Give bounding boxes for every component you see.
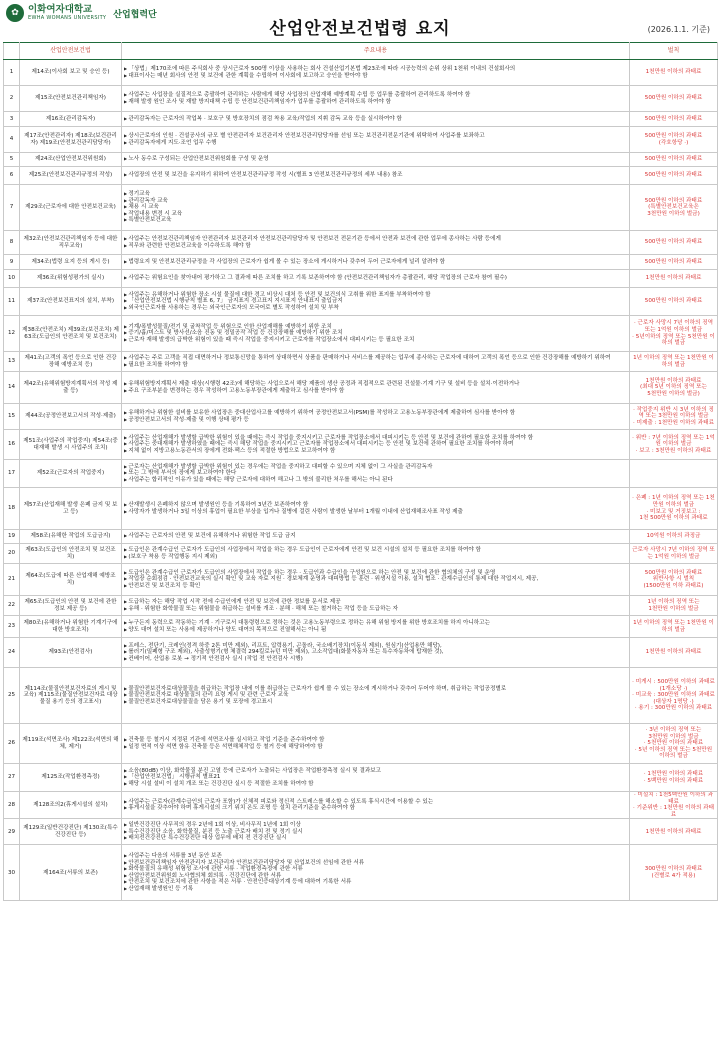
table-row [4, 564, 718, 596]
penalty-line: · 위반 : 7년 이하의 징역 또는 1억원 이하의 벌금 [632, 434, 715, 448]
penalty [630, 845, 718, 901]
content-line: ▶ 사업주는 근로자의 안전 및 보건에 유해하거나 위험한 작업 도급 금지 [124, 533, 627, 540]
content-line: ▶ 도급인은 관계수급인 근로자가 도급인의 사업장에서 작업을 하는 경우 · 도급인과 수급인을 구성원으로 하는 안전 및 보건에 관한 협의체의 구성 및 운영 [124, 570, 627, 577]
law-article: 제128조의2(휴게시설의 설치) [20, 792, 122, 819]
content-line: ▶ 사업주는 위험요인을 찾아내어 평가하고 그 결과에 따른 조치를 하고 기록 보존하여야 함 (안전보건관리책임자가 총괄관리, 해당 작업장의 근로자 참여 필수) [124, 275, 627, 282]
law-article: 제58조(유해한 작업의 도급금지) [20, 530, 122, 544]
penalty [630, 167, 718, 185]
row-number: 13 [4, 352, 20, 372]
row-number: 25 [4, 668, 20, 724]
content-line: ▶ 또는 그 밖에 부서의 장에게 보고하여야 한다 [124, 470, 627, 477]
penalty-line: · 기준위반 : 1천만원 이하의 과태료 [633, 805, 714, 818]
law-article: 제41조(고객의 폭언 등으로 인한 건강장해 예방조치 등) [20, 352, 122, 372]
content-line: ▶ 일정 면적 이상 석면 함유 건축물 등은 석면해체작업 등 철거 등에 해당하여야 함 [124, 744, 627, 751]
penalty-line: · 보고 : 3천만원 이하의 과태료 [635, 447, 712, 454]
content-line: ▶ 누구든지 동력으로 작동하는 기계 · 기구로서 대통령령으로 정하는 것은 고용노동부령으로 정하는 유해 위험 방지를 위한 방호조치를 하지 아니하고는 [124, 620, 627, 627]
content-line: ▶ 컨베이어, 산업용 로봇 → 정기적 안전검사 실시 (작업 전 안전검사 시행) [124, 656, 627, 663]
penalty-line: 1년 이하의 징역 또는 [647, 598, 700, 605]
penalty-line: · 미설치 : 1천5백만원 이하의 과태료 [633, 792, 714, 805]
main-content [122, 316, 630, 352]
penalty-line: 500만원 이하의 과태료 [644, 95, 703, 102]
penalty-line: (건별로 4가 적용) [651, 872, 696, 879]
main-content [122, 372, 630, 404]
team-name: 산업협력단 [113, 9, 157, 20]
law-article: 제63조(도급인의 안전조치 및 보건조치) [20, 544, 122, 564]
law-article: 제57조(산업재해 발생 은폐 금지 및 보고 등) [20, 488, 122, 530]
row-number: 9 [4, 255, 20, 270]
law-article: 제16조(관리감독자) [20, 112, 122, 127]
content-line: ▶ 관리감독자는 근로자의 작업복 · 보호구 및 방호장치의 점검 착용 교육/작업의 지휘 감독 교육 등을 실시하여야 함 [124, 116, 627, 123]
row-number: 18 [4, 488, 20, 530]
row-number: 28 [4, 792, 20, 819]
main-content [122, 792, 630, 819]
penalty-line: 500만원 이하의 과태료 [644, 115, 703, 122]
row-number: 22 [4, 596, 20, 616]
content-line: ▶ 정기교육 [124, 191, 627, 198]
law-article: 제25조(안전보건관리규정의 작성) [20, 167, 122, 185]
penalty-line: 1천만원 이하의 과태료 [645, 828, 702, 835]
law-article: 제37조(안전보건표지의 설치, 부착) [20, 288, 122, 316]
row-number: 29 [4, 819, 20, 845]
row-number: 14 [4, 372, 20, 404]
main-content [122, 112, 630, 127]
row-number: 24 [4, 638, 20, 668]
penalty-line: 1천만원 이하의 과태료 [645, 377, 702, 384]
content-line: ▶ 안전조치 및 보건조치에 관한 사항을 적은 서류 · 안전인증대상기계 등에 대하여 기록한 서류 [124, 879, 627, 886]
content-line: ▶ 안전보건 및 보건조치 등 확인 [124, 583, 627, 590]
content-line: ▶ 관리감독자에게 지도·조언 업무 수행 [124, 140, 627, 147]
main-content [122, 724, 630, 764]
content-line: ▶ 소음(80dB) 이상, 화학물질 분진 고열 등에 근로자가 노출되는 사업장은 작업환경측정 실시 및 결과보고 [124, 768, 627, 775]
content-line: ▶ 휴게시설을 갖추어야 하며 휴게시설의 크기 위치 온도 조명 등 설치 관리기준을 준수하여야 함 [124, 805, 627, 812]
content-line: ▶ 건축물 등 철거시 지정된 기관에 석면조사를 실시하고 작업 기준을 준수하여야 함 [124, 737, 627, 744]
penalty [630, 430, 718, 460]
penalty-line: 1천만원 이하의 벌금 [648, 605, 699, 612]
law-article: 제32조(안전보건관리책임자 등에 대한 직무교육) [20, 231, 122, 255]
penalty-line: 500만원 이하의 과태료 [644, 156, 703, 163]
content-line: ▶ 외국인근로자를 사용하는 경우는 외국인근로자의 모국어로 별도 작성하여 설치 및 부착 [124, 305, 627, 312]
penalty-line: 1천만원 이하의 과태료 [645, 69, 702, 76]
law-article: 제38조(안전조치) 제39조(보건조치) 제63조(도급인의 안전조치 및 보건조치) [20, 316, 122, 352]
penalty [630, 724, 718, 764]
content-line: ▶ 사업주는 중대재해가 발생하였을 때에는 즉시 해당 작업을 중지시키고 근로자를 작업장소에서 대피시키는 등 안전 및 보건에 관하여 필요한 조치를 하여야 하며 [124, 441, 627, 448]
law-article: 제65조(도급인의 안전 및 보건에 관한 정보 제공 등) [20, 596, 122, 616]
main-content [122, 60, 630, 86]
table-row [4, 231, 718, 255]
penalty-line: 500만원 이하의 과태료 [644, 239, 703, 246]
content-line: ▶ 관리감독자 교육 [124, 198, 627, 205]
penalty-line: 1천만원 이하의 과태료 [645, 275, 702, 282]
penalty-line: 300만원 이하의 과태료 [644, 866, 703, 873]
main-content [122, 544, 630, 564]
table-row [4, 185, 718, 231]
content-line: ▶ 사업주는 합리적인 이유가 있을 때에는 해당 근로자에 대하여 해고나 그 밖의 불리한 처우를 해서는 아니 된다 [124, 477, 627, 484]
table-row [4, 596, 718, 616]
table-row [4, 352, 718, 372]
content-line: ▶ 작업장 순회점검 · 안전보건교육의 실시 확인 및 교육 자료 지원 · 경보체계 운영과 대피방법 등 훈련 · 위생시설 이용, 설치 협조 · 관계수급인의 통제 대한 작업지시, 제공, [124, 576, 627, 583]
law-article: 제119조(석면조사) 제122조(석면의 해체, 제거) [20, 724, 122, 764]
content-line: ▶ 안전보건관리책임자 안전관리자 보건관리자 안전보건관리담당자 및 산업보건의 선임에 관한 서류 [124, 860, 627, 867]
content-line: ▶ 필요한 조치를 하여야 함 [124, 362, 627, 369]
penalty-line: · 미교육 : 300만원 이하의 과태료 [632, 692, 715, 699]
content-line: ▶ 산업안전보건위원회 노사협의체 회의록 · 건강진단에 관한 서류 [124, 873, 627, 880]
row-number: 15 [4, 404, 20, 430]
law-article: 제164조(서류의 보존) [20, 845, 122, 901]
penalty-line: 1년 이하의 징역 또는 1천만원 이하의 벌금 [633, 354, 714, 368]
penalty-line: 1천 500만원 이하의 과태료 [639, 515, 708, 522]
penalty-line: 3천만원 이하의 벌금 [648, 733, 699, 740]
penalty-line: · 5백만원 이하의 과태료 [643, 777, 704, 784]
penalty-line: · 5천만원 이하의 과태료 [643, 740, 704, 747]
table-row [4, 127, 718, 153]
penalty-line: (1500만원 이하 과태료) [643, 582, 704, 589]
content-line: ▶ 유해 · 위험한 화학물질 또는 위험물을 취급하는 설비를 개조 · 분해 · 해체 또는 철거하는 작업 등을 도급하는 자 [124, 606, 627, 613]
penalty-line: 500만원 이하의 과태료 [644, 132, 703, 139]
penalty-line: · 미보고 및 거짓보고 : [646, 508, 701, 515]
main-content [122, 819, 630, 845]
table-row [4, 60, 718, 86]
content-line: ▶ 법령요지 및 안전보건관리규정을 각 사업장의 근로자가 쉽게 볼 수 있는 장소에 게시하거나 갖추어 두어 근로자에게 널리 알려야 함 [124, 259, 627, 266]
law-article: 제17조(안전관리자) 제18조(보건관리자) 제19조(안전보건관리담당자) [20, 127, 122, 153]
main-content [122, 127, 630, 153]
penalty-line: 위반사항 시 벌칙 [652, 576, 695, 583]
main-content [122, 564, 630, 596]
penalty-line: 1년 이하의 징역 또는 1천만원 이하의 벌금 [633, 619, 714, 633]
table-body [4, 60, 718, 901]
content-line: ▶ 유해하거나 위험한 설비를 보유한 사업장은 중대산업사고를 예방하기 위하여 공정안전보고서(PSM)를 작성하고 고용노동부장관에게 제출하여 심사를 받아야 함 [124, 410, 627, 417]
main-content [122, 530, 630, 544]
penalty-line: · 3년 이하의 징역 또는 [645, 727, 702, 734]
content-line: ▶ 산재발생시 은폐하지 않으며 발생원인 등을 기록하여 3년간 보존하여야 함 [124, 502, 627, 509]
penalty-line: 1천만원 이하의 과태료 [645, 649, 702, 656]
main-content [122, 404, 630, 430]
penalty [630, 185, 718, 231]
content-line: ▶ 노사 동수로 구성되는 산업안전보건위원회를 구성 및 운영 [124, 156, 627, 163]
penalty-line: 근로자 사망시 7년 이하의 징역 또는 1억원 이하의 벌금 [632, 546, 715, 560]
content-line: ▶ 사망자가 발생하거나 3일 이상의 휴업이 필요한 부상을 입거나 질병에 걸린 사람이 발생한 날부터 1개월 이내에 산업재해조사표 작성 제출 [124, 509, 627, 516]
main-content [122, 460, 630, 488]
content-line: ▶ 「산업안전보건법 시행규칙 별표 6, 7」 금지표지 경고표지 지시표지 안내표지 출입금지 [124, 298, 627, 305]
content-line: ▶ 근로자 재해 발생의 급박한 위험이 있을 때 즉시 작업을 중지시키고 근로자를 작업장소에서 대피시키는 등 필요한 조치 [124, 337, 627, 344]
penalty [630, 530, 718, 544]
table-row [4, 544, 718, 564]
row-number: 6 [4, 167, 20, 185]
penalty-line: 10억원 이하의 과징금 [646, 533, 701, 540]
penalty [630, 127, 718, 153]
row-number: 2 [4, 86, 20, 112]
content-line: ▶ 상시근로자의 인원 · 건설공사의 규모 별 안전관리자 보건관리자 안전보건관리담당자를 선임 또는 보건관리전문기관에 위탁하여 사업주를 보좌하고 [124, 133, 627, 140]
table-row [4, 112, 718, 127]
table-row [4, 86, 718, 112]
table-row [4, 819, 718, 845]
table-row [4, 638, 718, 668]
table-row [4, 845, 718, 901]
table-row [4, 530, 718, 544]
penalty-line: (최대 5년 이하의 징역 또는 [640, 384, 707, 391]
law-article: 제125조(작업환경측정) [20, 764, 122, 792]
content-line: ▶ 일반건강진단 사무직의 경우 2년에 1회 이상, 비사무직 1년에 1회 이상 [124, 822, 627, 829]
content-line: ▶ 산업재해 발생원인 등 기록 [124, 886, 627, 893]
law-article: 제15조(안전보건관리책임자) [20, 86, 122, 112]
content-line: ▶ 「상법」제170조에 따른 주식회사 중 상시근로자 500명 이상을 사용하는 회사 건설산업기본법 제23조에 따라 시공능력의 순위 상위 1천위 이내의 건설회사의 [124, 66, 627, 73]
table-row [4, 430, 718, 460]
org-name-en: EWHA WOMANS UNIVERSITY [28, 15, 107, 21]
content-line: ▶ 도급인은 관계수급인 근로자가 도급인의 사업장에서 작업을 하는 경우 도급인이 근로자에게 안전 및 보건 시설의 설치 등 필요한 조치를 하여야 함 [124, 547, 627, 554]
table-row [4, 372, 718, 404]
penalty-line: · 5년 이하의 징역 또는 5천만원 이하의 벌금 [634, 746, 713, 760]
penalty-line: · 미제출 : 1천만원 이하의 과태료 [633, 419, 714, 426]
penalty [630, 544, 718, 564]
content-line: ▶ 재해 발생 원인 조사 및 재발 방지대책 수립 등 안전보건관리책임자가 업무를 총괄하여 관리하도록 하여야 함 [124, 99, 627, 106]
content-line: ▶ (보호구 착용 등 작업행동 지시 제외) [124, 554, 627, 561]
penalty-line: 500만원 이하의 과태료 [644, 172, 703, 179]
main-content [122, 167, 630, 185]
penalty [630, 638, 718, 668]
penalty [630, 352, 718, 372]
content-line: ▶ 사업장의 안전 및 보건을 유지하기 위하여 안전보건관리규정 작성 시(별표 3 안전보건관리규정의 세부 내용) 참조 [124, 172, 627, 179]
penalty-line: (대상자 1명당 ·) [653, 698, 694, 705]
law-article: 제80조(유해하거나 위험한 기계기구에 대한 방호조치) [20, 616, 122, 638]
main-content [122, 596, 630, 616]
main-content [122, 668, 630, 724]
table-row [4, 668, 718, 724]
content-line: ▶ 기계/폭발성물질/전기 및 굴착작업 등 위험으로 인한 산업재해를 예방하기 위한 조치 [124, 324, 627, 331]
penalty [630, 372, 718, 404]
row-number: 21 [4, 564, 20, 596]
content-line: ▶ 유해위험방지계획서 제출 대상(시행령 42조)에 해당하는 사업으로서 해당 제품의 생산 공정과 직접적으로 관련된 건설물·기계 기구 및 설비 등을 설치·이전하거나 [124, 381, 627, 388]
law-article: 제29조(근로자에 대한 안전보건교육) [20, 185, 122, 231]
content-line: ▶ 채용 시 교육 [124, 204, 627, 211]
header-content: 주요내용 [122, 43, 630, 60]
penalty-line: 500만원 이하의 과태료 [644, 298, 703, 305]
penalty-line: · 용기 : 300만원 이하의 과태료 [634, 705, 713, 712]
table-row [4, 764, 718, 792]
row-number: 3 [4, 112, 20, 127]
table-row [4, 288, 718, 316]
content-line: ▶ 「산업안전보건법」 시행규칙 별표21 [124, 774, 627, 781]
table-row [4, 724, 718, 764]
ewha-emblem-icon: ✿ [6, 4, 24, 22]
penalty-line: 500만원 이하의 과태료 [644, 258, 703, 265]
row-number: 19 [4, 530, 20, 544]
content-line: ▶ 공정안전보고서의 작성·제출 및 이행 상태 평가 등 [124, 417, 627, 424]
penalty [630, 819, 718, 845]
main-content [122, 270, 630, 288]
row-number: 1 [4, 60, 20, 86]
penalty [630, 460, 718, 488]
header-no [4, 43, 20, 60]
penalty-line: (각호항당 ·) [658, 139, 689, 146]
penalty [630, 764, 718, 792]
main-content [122, 86, 630, 112]
main-content [122, 638, 630, 668]
row-number: 26 [4, 724, 20, 764]
law-article: 제129조(일반건강진단) 제130조(특수건강진단 등) [20, 819, 122, 845]
law-article: 제14조(이사회 보고 및 승인 등) [20, 60, 122, 86]
content-line: ▶ 롤러기(밀폐형 구조 제외), 사출성형기(형 체결력 294킬로뉴턴 미만 제외), 고소작업대(화물자동차 또는 특수자동차에 탑재한 것), [124, 649, 627, 656]
main-content [122, 352, 630, 372]
law-article: 제93조(안전검사) [20, 638, 122, 668]
penalty-line: (특별안전보건교육은 [648, 204, 699, 211]
penalty [630, 564, 718, 596]
content-line: ▶ 사업주는 다음의 서류를 3년 동안 보존 [124, 853, 627, 860]
penalty-line: · 미게시 : 500만원 이하의 과태료 [632, 679, 715, 686]
page-title: 산업안전보건법령 요지 [269, 19, 451, 39]
penalty-line: (1개소당 ·) [659, 685, 688, 692]
penalty-line: 500만원 이하의 과태료 [644, 197, 703, 204]
content-line: ▶ 직무와 관련한 안전보건교육을 이수하도록 해야 함 [124, 243, 627, 250]
content-line: ▶ 프레스, 전단기, 크레인(정격 하중 2톤 미만 제외), 리프트, 압력용기, 곤돌라, 국소배기장치(이동식 제외), 원심기(산업용만 해당), [124, 643, 627, 650]
content-line: ▶ 주요 구조부분을 변경하는 경우 작성하여 고용노동부장관에게 제출하고 심사를 받아야 함 [124, 388, 627, 395]
penalty-line: · 1천만원 이하의 과태료 [643, 770, 704, 777]
law-article: 제114조(물질안전보건자료의 게시 및 교육) 제115조(물질안전보건자료 대상물질 용기 등의 경고표시) [20, 668, 122, 724]
main-content [122, 764, 630, 792]
main-content [122, 153, 630, 167]
table-row [4, 316, 718, 352]
content-line: ▶ 작업내용 변경 시 교육 [124, 211, 627, 218]
content-line: ▶ 대표이사는 매년 회사의 안전 및 보건에 관한 계획을 수립하여 이사회에 보고하고 승인을 받아야 함 [124, 73, 627, 80]
content-line: ▶ 물질안전보건자료대상물질을 담은 용기 및 포장에 경고표시 [124, 699, 627, 706]
penalty-line: 3천만원 이하의 벌금) [647, 210, 700, 217]
penalty [630, 668, 718, 724]
main-content [122, 488, 630, 530]
row-number: 20 [4, 544, 20, 564]
table-row [4, 167, 718, 185]
content-line: ▶ 증기/흄/미스트 및 방사선/소음 진동 및 정밀공작 작업 등 건강장해를 예방하기 위한 조치 [124, 330, 627, 337]
content-line: ▶ 해당 시설 설비 이 설치 개조 또는 건강진단 실시 등 적절한 조치를 하여야 함 [124, 781, 627, 788]
penalty [630, 616, 718, 638]
table-row [4, 792, 718, 819]
content-line: ▶ 특별안전보건교육 [124, 217, 627, 224]
penalty-line: · 근로자 사망시 7년 이하의 징역 또는 1억원 이하의 벌금 [633, 320, 714, 333]
table-header-row [4, 43, 718, 60]
penalty [630, 153, 718, 167]
row-number: 5 [4, 153, 20, 167]
content-line: ▶ 사업주는 근로자(관계수급인의 근로자 포함)가 신체적 피로와 정신적 스트레스를 해소할 수 있도록 휴식시간에 이용할 수 있는 [124, 799, 627, 806]
content-line: ▶ 물질안전보건자료 대상물질의 관리 요령 게시 및 관련 근로자 교육 [124, 692, 627, 699]
row-number: 30 [4, 845, 20, 901]
penalty-line: · 5년이하의 징역 또는 5천만원 이하의 벌금 [632, 333, 715, 347]
main-content [122, 185, 630, 231]
row-number: 27 [4, 764, 20, 792]
content-line: ▶ 화학물질의 유해성 위험성 조사에 관한 서류 · 작업환경측정에 관한 서류 [124, 866, 627, 873]
content-line: ▶ 사업주는 안전보건관리책임자 안전관리자 보건관리자 안전보건관리담당자 및 안전보건 전문기관 등에서 안전과 보건에 관한 업무에 종사하는 사람 등에게 [124, 236, 627, 243]
content-line: ▶ 물질안전보건자료대상물질을 취급하는 작업장 내에 이를 취급하는 근로자가 쉽게 볼 수 있는 장소에 게시하거나 갖추어 두어야 하며, 취급하는 작업공정별로 [124, 686, 627, 693]
table-row [4, 488, 718, 530]
row-number: 7 [4, 185, 20, 231]
penalty [630, 86, 718, 112]
content-line: ▶ 사업주는 사업장을 실질적으로 총괄하여 관리하는 사람에게 해당 사업장의 산업재해 예방계획 수립 등 업무를 총괄하여 관리하도록 하여야 함 [124, 92, 627, 99]
row-number: 10 [4, 270, 20, 288]
main-content [122, 430, 630, 460]
main-content [122, 616, 630, 638]
content-line: ▶ 배치전건강진단 특수건강진단 대상 업무에 배치 전 건강진단 실시 [124, 835, 627, 842]
law-article: 제44조(공정안전보고서의 작성·제출) [20, 404, 122, 430]
penalty-line: · 은폐 : 1년 이하의 징역 또는 1천만원 이하의 벌금 [632, 495, 715, 508]
penalty [630, 231, 718, 255]
penalty [630, 270, 718, 288]
table-row [4, 255, 718, 270]
content-line: ▶ 사업주는 유해하거나 위험한 장소 시설 물질에 대한 경고 비상시 대처 등 안전 및 보건의식 고취를 위한 표지를 부착하여야 함 [124, 292, 627, 299]
table-row [4, 616, 718, 638]
penalty [630, 488, 718, 530]
table-row [4, 270, 718, 288]
row-number: 4 [4, 127, 20, 153]
penalty-line: · 작업중지 위반 시 3년 이하의 징역 또는 3천만원 이하의 벌금 [633, 406, 714, 420]
content-line: ▶ 양도 대여 설치 또는 사용에 제공하거나 양도 대여의 목적으로 진열해서는 아니 됨 [124, 627, 627, 634]
penalty [630, 792, 718, 819]
law-article: 제24조(산업안전보건위원회) [20, 153, 122, 167]
law-article: 제52조(근로자의 작업중지) [20, 460, 122, 488]
law-article: 제34조(법령 요지 등의 게시 등) [20, 255, 122, 270]
penalty [630, 596, 718, 616]
penalty [630, 112, 718, 127]
row-number: 17 [4, 460, 20, 488]
row-number: 12 [4, 316, 20, 352]
table-row [4, 404, 718, 430]
law-article: 제36조(위험성평가의 실시) [20, 270, 122, 288]
row-number: 11 [4, 288, 20, 316]
main-content [122, 288, 630, 316]
row-number: 23 [4, 616, 20, 638]
penalty-line: 500만원 이하의 과태료 [644, 569, 703, 576]
law-summary-table [3, 42, 718, 901]
content-line: ▶ 특수건강진단 소음, 화학물질, 분진 등 노출 근로자 배치 전 및 정기 실시 [124, 829, 627, 836]
penalty [630, 404, 718, 430]
table-row [4, 153, 718, 167]
law-article: 제42조(유해위험방지계획서의 작성 제출 등) [20, 372, 122, 404]
page-header [0, 0, 720, 40]
header-penalty: 벌칙 [630, 43, 718, 60]
penalty [630, 60, 718, 86]
reference-date: (2026.1.1. 기준) [647, 25, 710, 34]
penalty [630, 316, 718, 352]
content-line: ▶ 근로자는 산업재해가 발생할 급박한 위험이 있는 경우에는 작업을 중지하고 대피할 수 있으며 지체 없이 그 사실을 관리감독자 [124, 464, 627, 471]
penalty-line: 5천만원 이하의 벌금) [647, 390, 700, 397]
row-number: 8 [4, 231, 20, 255]
content-line: ▶ 사업주는 주로 고객을 직접 대면하거나 정보통신망을 통하여 상대하면서 상품을 판매하거나 서비스를 제공하는 업무에 종사하는 근로자에 대하여 고객의 폭언 등으로 인한 건강장해를 예방하기 위하여 [124, 355, 627, 362]
org-name-ko: 이화여자대학교 [28, 4, 93, 15]
row-number: 16 [4, 430, 20, 460]
content-line: ▶ 도급하는 자는 해당 작업 시작 전에 수급인에게 안전 및 보건에 관한 정보를 문서로 제공 [124, 599, 627, 606]
law-article: 제51조(사업주의 작업중지) 제54조(중대재해 발생 시 사업주의 조치) [20, 430, 122, 460]
content-line: ▶ 사업주는 산업재해가 발생할 급박한 위험이 있을 때에는 즉시 작업을 중지시키고 근로자를 작업장소에서 대피시키는 등 안전 및 보건에 관하여 필요한 조치를 하여야 함 [124, 435, 627, 442]
table-row [4, 460, 718, 488]
penalty [630, 288, 718, 316]
law-article: 제64조(도급에 따른 산업재해 예방조치) [20, 564, 122, 596]
penalty [630, 255, 718, 270]
header-law: 산업안전보건법 [20, 43, 122, 60]
main-content [122, 255, 630, 270]
main-content [122, 845, 630, 901]
main-content [122, 231, 630, 255]
content-line: ▶ 지체 없이 지방고용노동관서의 장에게 전화·팩스 등의 적절한 방법으로 보고하여야 함 [124, 448, 627, 455]
